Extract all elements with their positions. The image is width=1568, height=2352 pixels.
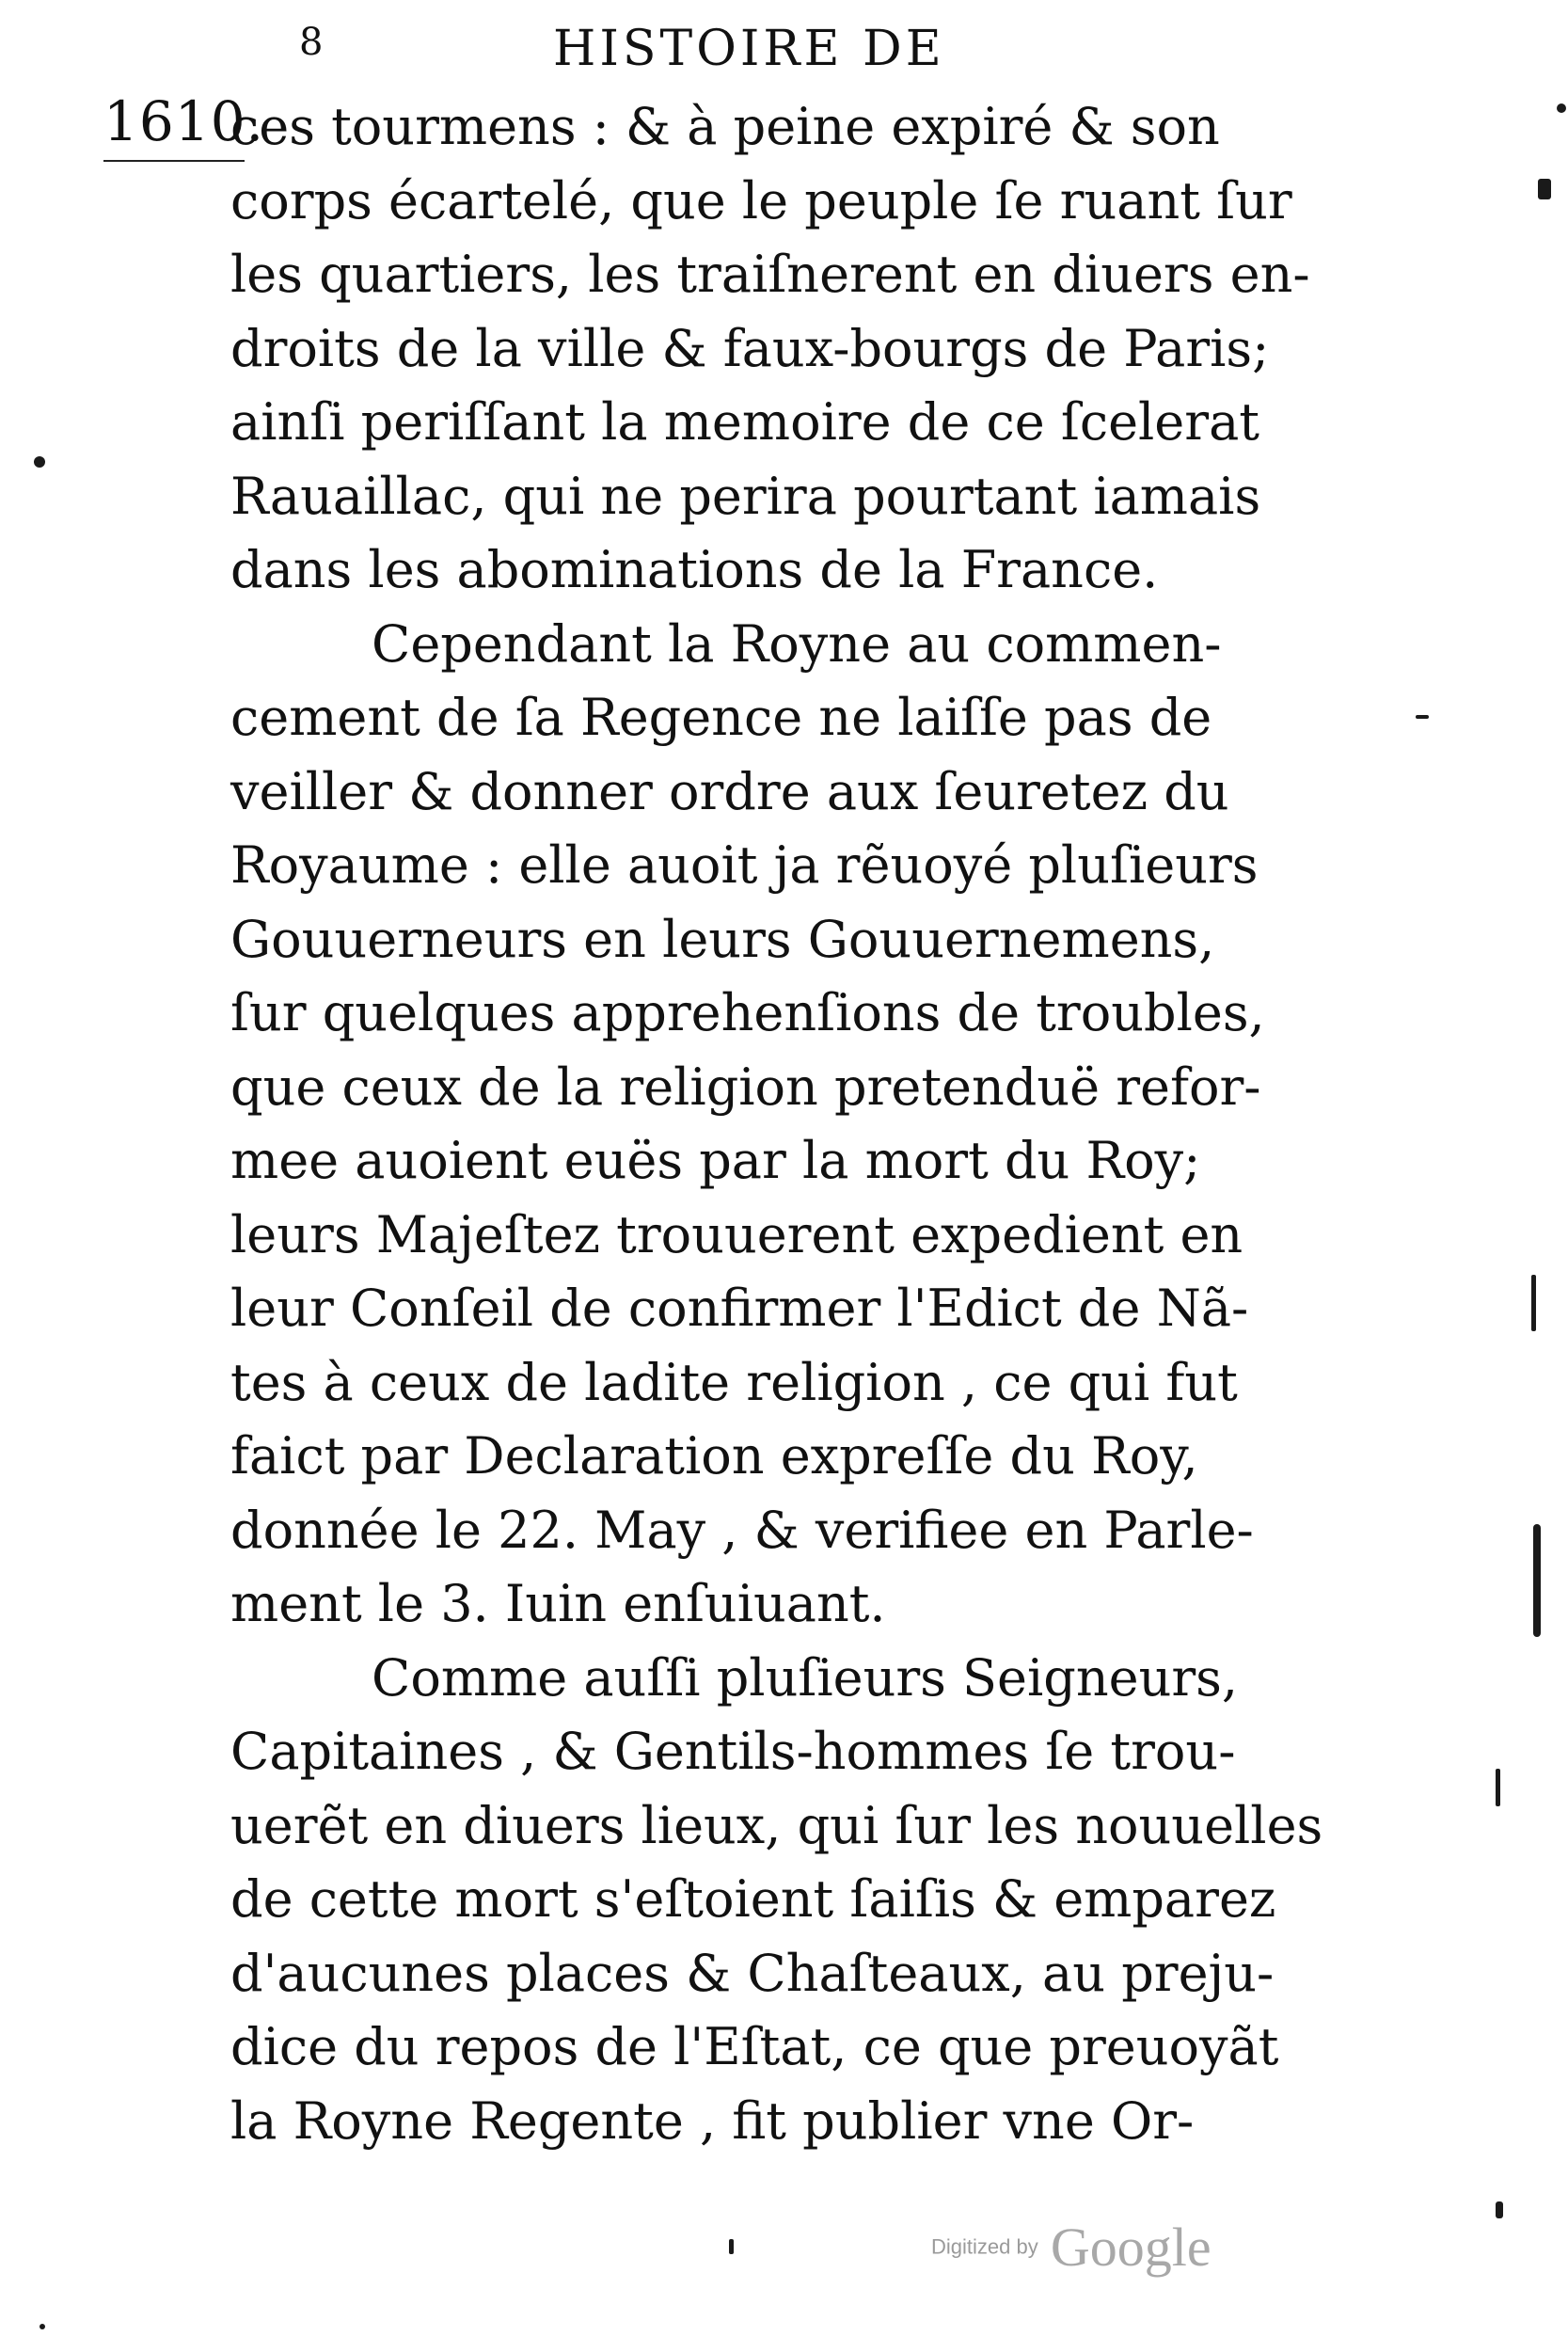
text-line: de cette mort s'eſtoient ſaiſis & emparez <box>230 1869 1276 1929</box>
text-line: tes à ceux de ladite religion , ce qui fut <box>230 1352 1238 1412</box>
text-line: Capitaines , & Gentils-hommes ſe trou- <box>230 1722 1236 1781</box>
scan-speck <box>1416 715 1429 719</box>
paragraph-start-line: Comme auſſi pluſieurs Seigneurs, <box>372 1647 1239 1708</box>
digitized-watermark <box>931 2216 1212 2279</box>
scan-speck <box>1496 2201 1503 2218</box>
text-line: droits de la ville & faux-bourgs de Paris; <box>230 318 1270 378</box>
running-title: HISTOIRE DE <box>553 21 945 77</box>
text-line: Rauaillac, qui ne perira pourtant iamais <box>230 466 1261 526</box>
scan-speck <box>1557 103 1566 113</box>
text-line: ainſi periſſant la memoire de ce ſcelerat <box>230 392 1259 452</box>
digitizer-brand: Google <box>1050 2217 1212 2278</box>
text-line: leurs Majeſtez trouuerent expedient en <box>230 1204 1243 1264</box>
text-line: ces tourmens : & à peine expiré & son <box>230 97 1220 156</box>
scan-speck <box>1538 179 1551 199</box>
text-line: dice du repos de l'Eſtat, ce que preuoyãt <box>230 2017 1279 2076</box>
margin-rule <box>103 160 245 162</box>
text-line: veiller & donner ordre aux ſeuretez du <box>230 761 1229 821</box>
page-number: 8 <box>299 21 327 64</box>
paragraph-start-line: Cependant la Royne au commen- <box>372 613 1222 674</box>
scan-speck <box>1533 1524 1541 1637</box>
margin-year: 1610. <box>103 89 265 153</box>
text-line: leur Conſeil de confirmer l'Edict de Nã- <box>230 1279 1249 1338</box>
text-line: que ceux de la religion pretenduë refor- <box>230 1057 1261 1117</box>
text-line: d'aucunes places & Chaſteaux, au preju- <box>230 1943 1275 2003</box>
text-line: les quartiers, les traiſnerent en diuers en- <box>230 245 1310 304</box>
text-line: corps écartelé, que le peuple ſe ruant ſur <box>230 170 1292 230</box>
scan-speck <box>34 456 45 468</box>
running-head <box>299 21 1146 87</box>
text-line: dans les abominations de la France. <box>230 540 1159 599</box>
text-line: mee auoient euës par la mort du Roy; <box>230 1131 1201 1190</box>
body-text <box>230 90 1323 2158</box>
text-line: cement de ſa Regence ne laiſſe pas de <box>230 688 1212 747</box>
text-line: uerẽt en diuers lieux, qui ſur les nouuelles <box>230 1795 1323 1855</box>
text-line: Gouuerneurs en leurs Gouuernemens, <box>230 909 1215 969</box>
text-line: ſur quelques apprehenſions de troubles, <box>230 983 1265 1042</box>
digitized-prefix: Digitized by <box>931 2234 1038 2259</box>
text-line: donnée le 22. May , & verifiee en Parle- <box>230 1500 1254 1560</box>
scan-speck <box>729 2239 734 2254</box>
text-line: faict par Declaration expreſſe du Roy, <box>230 1426 1198 1486</box>
text-line: la Royne Regente , fit publier vne Or- <box>230 2090 1195 2151</box>
scan-speck <box>1531 1275 1536 1331</box>
text-line: Royaume : elle auoit ja rẽuoyé pluſieurs <box>230 835 1259 895</box>
scan-speck <box>1496 1769 1500 1806</box>
text-line: ment le 3. Iuin enſuiuant. <box>230 1574 886 1633</box>
scan-speck <box>40 2324 45 2329</box>
